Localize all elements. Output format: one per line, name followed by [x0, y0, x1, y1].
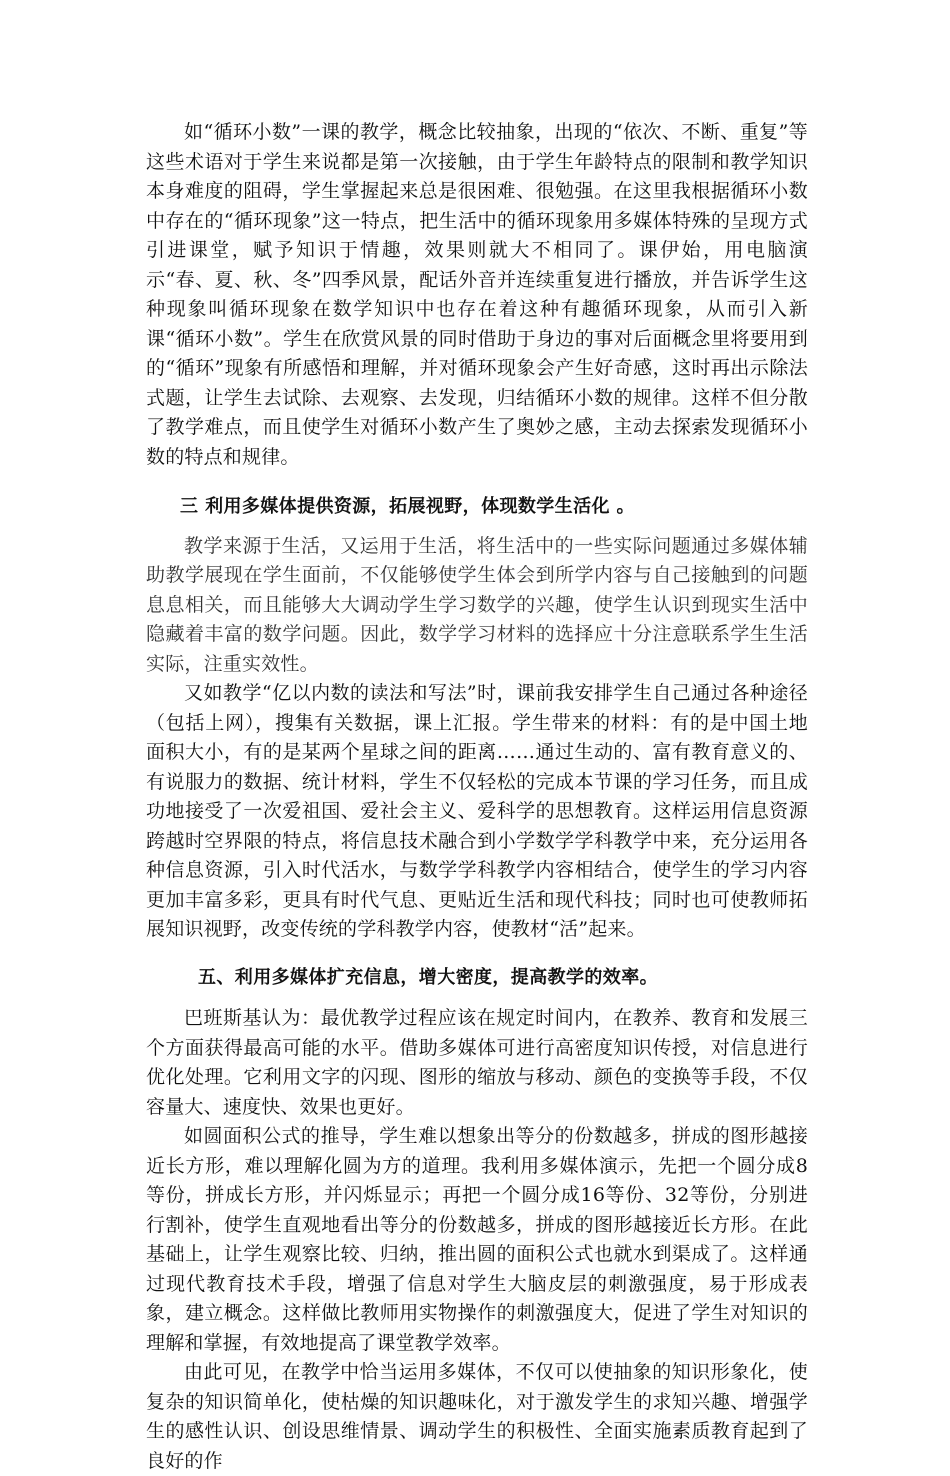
body-paragraph: 巴班斯基认为：最优教学过程应该在规定时间内，在教养、教育和发展三个方面获得最高可能的水平。借助多媒体可进行高密度知识传授，对信息进行优化处理。它利用文字的闪现、图形的缩放与移动、颜色的变换等手段，不仅容量大、速度快、效果也更好。: [146, 1007, 808, 1118]
document-body: [146, 118, 808, 1476]
body-paragraph: 如圆面积公式的推导，学生难以想象出等分的份数越多，拼成的图形越接近长方形，难以理解化圆为方的道理。我利用多媒体演示，先把一个圆分成8等份，拼成长方形，并闪烁显示；再把一个圆分成16等份、32等份，分别进行割补，使学生直观地看出等分的份数越多，拼成的图形越接近长方形。在此基础上，让学生观察比较、归纳，推出圆的面积公式也就水到渠成了。这样通过现代教育技术手段，增强了信息对学生大脑皮层的刺激强度，易于形成表象，建立概念。这样做比教师用实物操作的刺激强度大，促进了学生对知识的理解和掌握，有效地提高了课堂教学效率。: [146, 1125, 808, 1354]
body-paragraph: 又如教学“亿以内数的读法和写法”时，课前我安排学生自己通过各种途径（包括上网），搜集有关数据，课上汇报。学生带来的材料：有的是中国土地面积大小，有的是某两个星球之间的距离……通过生动的、富有教育意义的、有说服力的数据、统计材料，学生不仅轻松的完成本节课的学习任务，而且成功地接受了一次爱祖国、爱社会主义、爱科学的思想教育。这样运用信息资源跨越时空界限的特点，将信息技术融合到小学数学学科教学中来，充分运用各种信息资源，引入时代活水，与数学学科教学内容相结合，使学生的学习内容更加丰富多彩，更具有时代气息、更贴近生活和现代科技；同时也可使教师拓展知识视野，改变传统的学科教学内容，使教材“活”起来。: [146, 682, 808, 940]
section-heading-5: 五、利用多媒体扩充信息，增大密度，提高教学的效率。: [198, 966, 658, 988]
body-paragraph: 由此可见，在教学中恰当运用多媒体，不仅可以使抽象的知识形象化，使复杂的知识简单化，使枯燥的知识趣味化，对于激发学生的求知兴趣、增强学生的感性认识、创设思维情景、调动学生的积极性、全面实施素质教育起到了良好的作: [146, 1361, 808, 1472]
body-paragraph: 教学来源于生活，又运用于生活，将生活中的一些实际问题通过多媒体辅助教学展现在学生面前，不仅能够使学生体会到所学内容与自己接触到的问题息息相关，而且能够大大调动学生学习数学的兴趣，使学生认识到现实生活中隐藏着丰富的数学问题。因此，数学学习材料的选择应十分注意联系学生生活实际，注重实效性。: [146, 534, 808, 675]
section-heading-3: 三 利用多媒体提供资源，拓展视野，体现数学生活化 。: [180, 496, 635, 517]
body-paragraph: 如“循环小数”一课的教学，概念比较抽象，出现的“依次、不断、重复”等这些术语对于学生来说都是第一次接触，由于学生年龄特点的限制和教学知识本身难度的阻碍，学生掌握起来总是很困难、很勉强。在这里我根据循环小数中存在的“循环现象”这一特点，把生活中的循环现象用多媒体特殊的呈现方式引进课堂，赋予知识于情趣，效果则就大不相同了。课伊始，用电脑演示“春、夏、秋、冬”四季风景，配话外音并连续重复进行播放，并告诉学生这种现象叫循环现象在数学知识中也存在着这种有趣循环现象，从而引入新课“循环小数”。学生在欣赏风景的同时借助于身边的事对后面概念里将要用到的“循环”现象有所感悟和理解，并对循环现象会产生好奇感，这时再出示除法式题，让学生去试除、去观察、去发现，归结循环小数的规律。这样不但分散了教学难点，而且使学生对循环小数产生了奥妙之感，主动去探索发现循环小数的特点和规律。: [146, 121, 808, 468]
